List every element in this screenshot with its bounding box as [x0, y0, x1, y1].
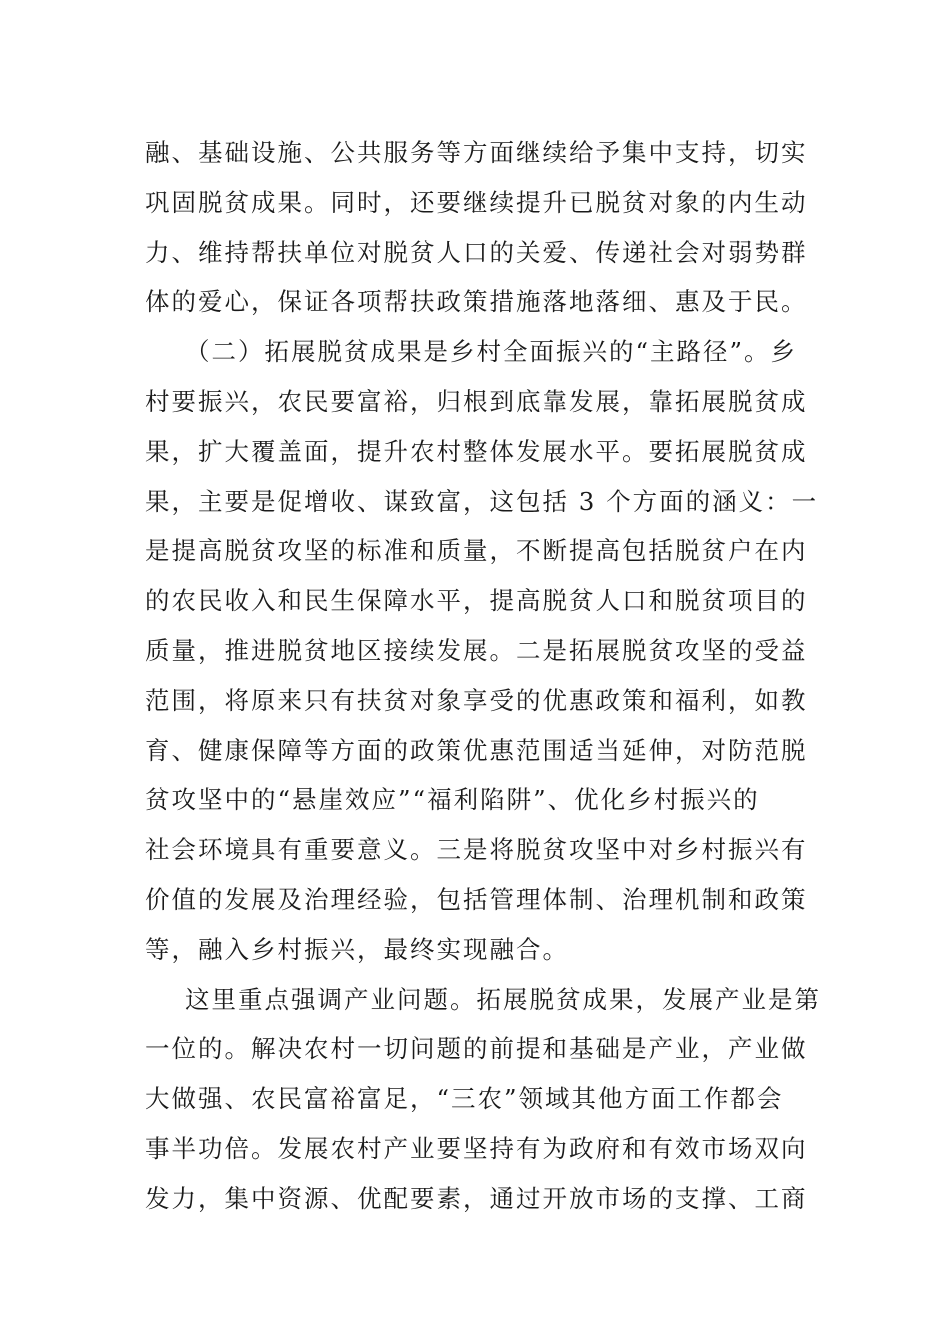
text-line: 大做强、农民富裕富足，“三农”领域其他方面工作都会: [145, 1084, 784, 1114]
text-line: （二）拓展脱贫成果是乡村全面振兴的“主路径”。乡: [185, 337, 798, 367]
text-line: 果，扩大覆盖面，提升农村整体发展水平。要拓展脱贫成: [145, 436, 808, 466]
text-line: 发力，集中资源、优配要素，通过开放市场的支撑、工商: [145, 1183, 808, 1213]
text-line: 果，主要是促增收、谋致富，这包括 3 个方面的涵义：一: [145, 486, 819, 516]
text-line: 村要振兴，农民要富裕，归根到底靠发展，靠拓展脱贫成: [145, 386, 808, 416]
text-line: 贫攻坚中的“悬崖效应”“福利陷阱”、优化乡村振兴的: [145, 785, 760, 815]
text-line: 力、维持帮扶单位对脱贫人口的关爱、传递社会对弱势群: [145, 237, 808, 267]
text-line: 一位的。解决农村一切问题的前提和基础是产业，产业做: [145, 1034, 808, 1064]
text-line: 范围，将原来只有扶贫对象享受的优惠政策和福利，如教: [145, 685, 808, 715]
text-line: 事半功倍。发展农村产业要坚持有为政府和有效市场双向: [145, 1133, 808, 1163]
text-line: 这里重点强调产业问题。拓展脱贫成果，发展产业是第: [185, 984, 821, 1014]
text-line: 育、健康保障等方面的政策优惠范围适当延伸，对防范脱: [145, 735, 808, 765]
document-page: [145, 133, 821, 1229]
text-line: 价值的发展及治理经验，包括管理体制、治理机制和政策: [145, 884, 808, 914]
text-line: 质量，推进脱贫地区接续发展。二是拓展脱贫攻坚的受益: [145, 635, 808, 665]
text-line: 社会环境具有重要意义。三是将脱贫攻坚中对乡村振兴有: [145, 835, 808, 865]
text-line: 等，融入乡村振兴，最终实现融合。: [145, 934, 569, 964]
text-line: 融、基础设施、公共服务等方面继续给予集中支持，切实: [145, 138, 808, 167]
text-line: 巩固脱贫成果。同时，还要继续提升已脱贫对象的内生动: [145, 187, 808, 217]
text-line: 体的爱心，保证各项帮扶政策措施落地落细、惠及于民。: [145, 287, 808, 317]
text-line: 的农民收入和民生保障水平，提高脱贫人口和脱贫项目的: [145, 586, 808, 616]
text-line: 是提高脱贫攻坚的标准和质量，不断提高包括脱贫户在内: [145, 536, 808, 566]
